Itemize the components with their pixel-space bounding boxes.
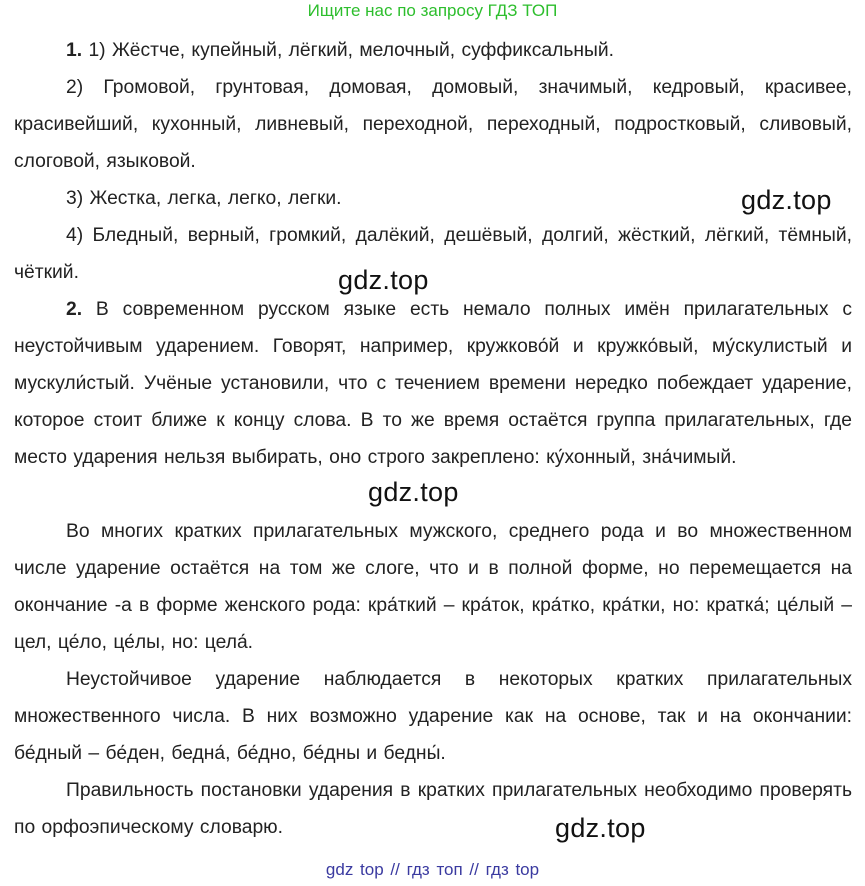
watermark-text: gdz.top <box>741 185 832 215</box>
answer-1-item-3: 3) Жестка, легка, легко, легки. <box>66 188 342 209</box>
answer-1-item-1 <box>14 32 852 69</box>
answer-2-paragraph-2: Во многих кратких прилагательных мужского, среднего рода и во множественном числе ударение остаётся на том же слоге, что и в полной форме, но перемещается на окончание -а в форме женского рода: кра́ткий – кра́ток, кра́тко, кра́тки, но: кратка́; це́лый – цел, це́ло, це́лы, но: цела́. <box>14 521 852 653</box>
answer-1-item-1-text: 1) Жёстче, купейный, лёгкий, мелочный, суффиксальный. <box>88 40 614 61</box>
answer-2-paragraph-4: Правильность постановки ударения в кратких прилагательных необходимо проверять по орфоэпическому словарю. <box>14 780 852 838</box>
answer-2-paragraph-1-text: В современном русском языке есть немало полных имён прилагательных с неустойчивым ударением. Говорят, например, кружково́й и кружко́вый, му́скулистый и мускули́стый. Учёные установили, что с течением времени нередко побеждает ударение, которое стоит ближе к концу слова. В то же время остаётся группа прилагательных, где место ударения нельзя выбирать, оно строго закреплено: ку́хонный, зна́чимый. <box>14 299 852 468</box>
watermark-text: gdz.top <box>555 813 646 843</box>
answer-1-item-4: 4) Бледный, верный, громкий, далёкий, дешёвый, долгий, жёсткий, лёгкий, тёмный, чёткий. <box>14 225 852 283</box>
watermark-text: gdz.top <box>338 265 429 295</box>
answer-2-paragraph-3: Неустойчивое ударение наблюдается в некоторых кратких прилагательных множественного числа. В них возможно ударение как на основе, так и на окончании: бе́дный – бе́ден, бедна́, бе́дно, бе́дны и бедны́. <box>14 669 852 764</box>
answer-2-number: 2. <box>66 299 83 320</box>
watermark-text: gdz.top <box>368 477 459 507</box>
answer-1-number: 1. <box>66 40 83 61</box>
answer-2-paragraph-1 <box>14 291 852 476</box>
search-hint-link[interactable]: Ищите нас по запросу ГДЗ ТОП <box>307 1 558 20</box>
footer-links[interactable]: gdz top // гдз топ // гдз top <box>325 860 540 879</box>
answer-1-item-2: 2) Громовой, грунтовая, домовая, домовый, значимый, кедровый, красивее, красивейший, кухонный, ливневый, переходной, переходный, подростковый, сливовый, слоговой, языковой. <box>14 77 852 172</box>
